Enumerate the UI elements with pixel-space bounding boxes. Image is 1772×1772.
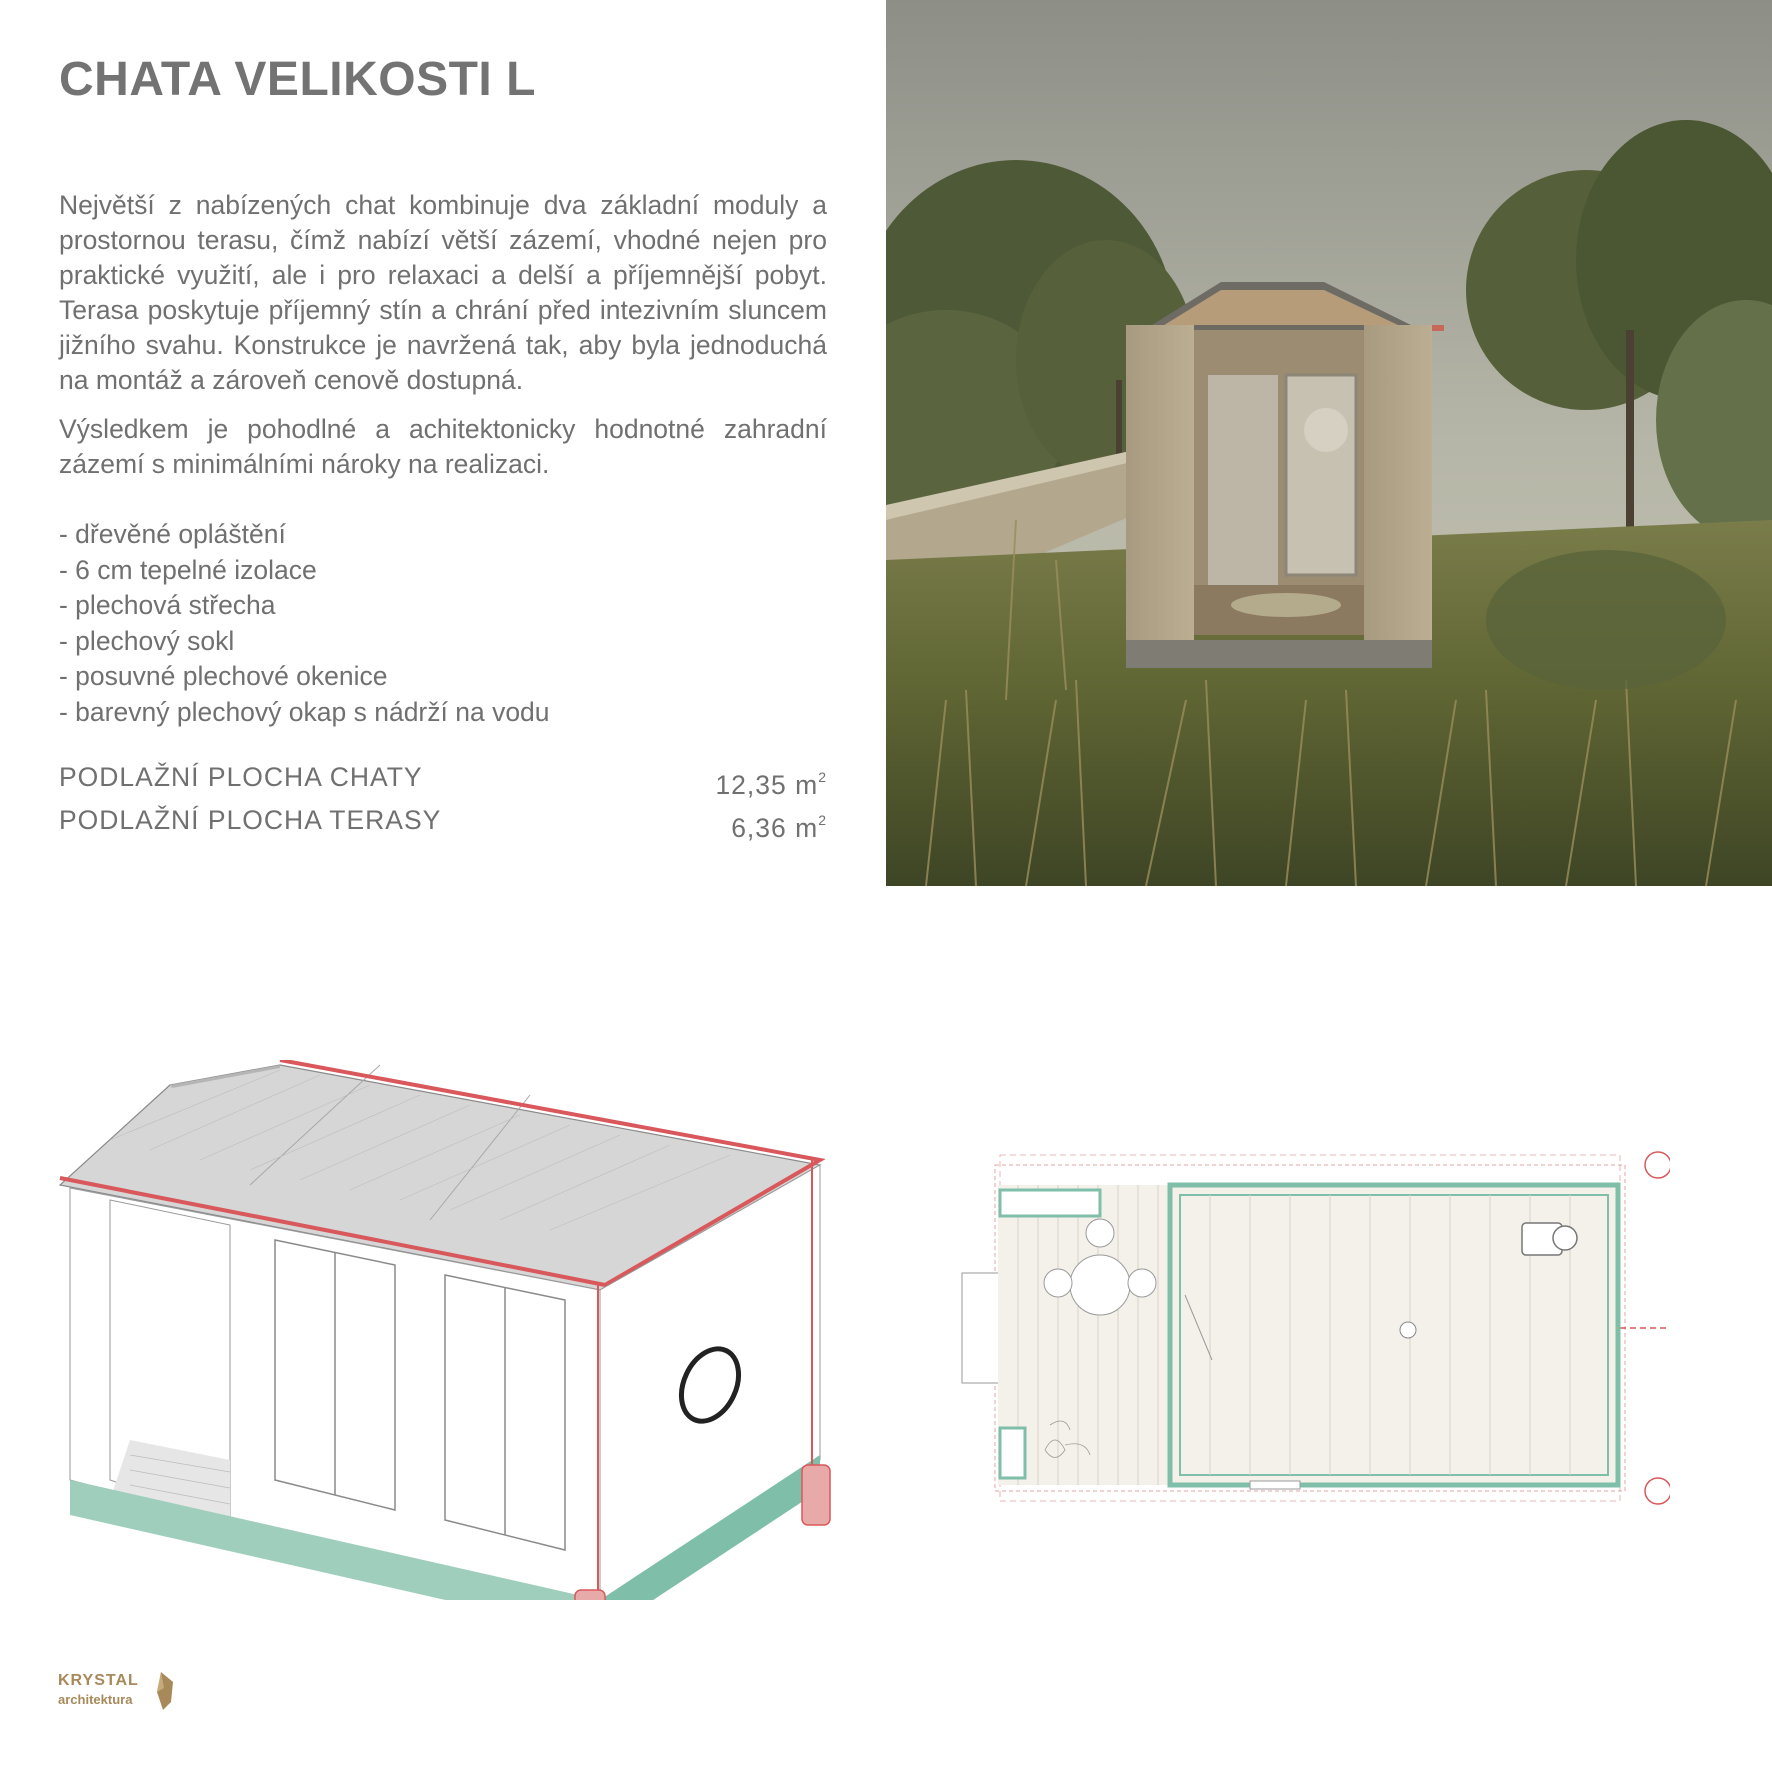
feature-item: - dřevěné opláštění [59, 519, 286, 549]
description-paragraph: Výsledkem je pohodlné a achitektonicky hodnotné zahradní zázemí s minimálními nároky na realizaci. [59, 414, 827, 479]
area-table [59, 760, 827, 846]
cabin-render-photo [886, 0, 1772, 886]
description-paragraph: Největší z nabízených chat kombinuje dva základní moduly a prostornou terasu, čímž nabízí větší zázemí, vhodné nejen pro praktické využití, ale i pro relaxaci a delší a příjemnější pobyt. Terasa poskytuje příjemný stín a chrání před intezivním sluncem jižního svahu. Konstrukce je navržená tak, aby byla jednoduchá na montáž a zároveň cenově dostupná. [59, 190, 827, 395]
area-row-terrace [59, 803, 827, 846]
page-title: CHATA VELIKOSTI L [59, 53, 536, 106]
area-label: PODLAŽNÍ PLOCHA CHATY [59, 762, 423, 792]
feature-item: - plechový sokl [59, 625, 235, 656]
area-label: PODLAŽNÍ PLOCHA TERASY [59, 805, 442, 835]
crystal-icon [155, 1672, 175, 1710]
feature-list [59, 517, 550, 730]
feature-item: - posuvné plechové okenice [59, 661, 388, 691]
krystal-logo [58, 1672, 208, 1732]
area-row-cabin [59, 760, 827, 803]
area-value: 6,36 $m^2$ [731, 812, 827, 843]
area-value: 12,35 $m^2$ [715, 769, 827, 800]
description [59, 188, 827, 496]
feature-item: - 6 cm tepelné izolace [59, 554, 317, 585]
floor-plan [950, 1145, 1670, 1515]
feature-item: - plechová střecha [59, 590, 276, 620]
logo-name: KRYSTAL [58, 1672, 139, 1689]
axonometric-drawing [50, 1060, 850, 1600]
logo-subtitle: architektura [58, 1692, 133, 1707]
feature-item: - barevný plechový okap s nádrží na vodu [59, 696, 550, 727]
